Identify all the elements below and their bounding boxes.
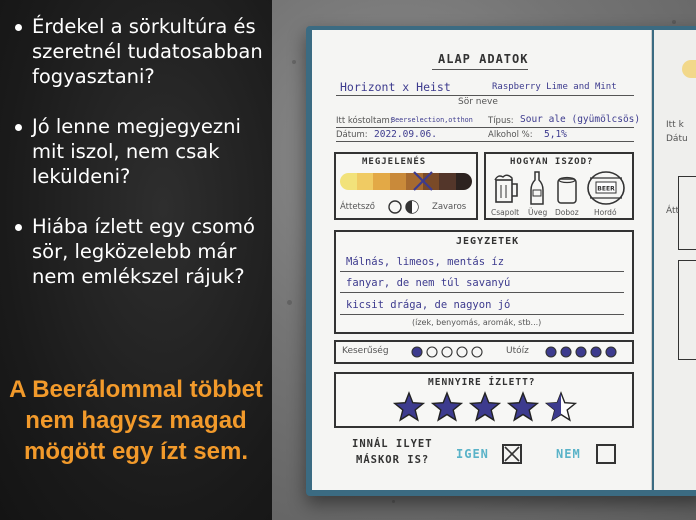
serving-title: HOGYAN ISZOD? [510, 157, 594, 167]
can-icon [556, 176, 578, 206]
tagline: A Beerálommal többet nem hagysz magad mögött egy ízt sem. [9, 376, 263, 465]
bullet-item: Jó lenne megjegyezni mit iszol, nem csak leküldeni? [12, 114, 267, 189]
scale-dot[interactable] [427, 347, 437, 357]
aftertaste-label: Utóíz [506, 346, 529, 356]
hazy-label: Zavaros [432, 202, 467, 212]
alcohol-label: Alkohol %: [488, 130, 533, 140]
color-swatch[interactable] [340, 173, 357, 190]
aftertaste-scale [544, 345, 624, 359]
beer-name-label: Sör neve [458, 97, 498, 107]
date-label: Dátum: [336, 130, 368, 140]
serving-option-bottle: Üveg [528, 208, 548, 217]
color-swatch[interactable] [439, 173, 456, 190]
color-swatch[interactable] [456, 173, 473, 190]
notes-hint: (ízek, benyomás, aromák, stb...) [412, 318, 542, 327]
left-promo-panel [0, 0, 272, 520]
bottle-icon [530, 170, 544, 206]
tasted-at-value: Beerselection,otthon [391, 116, 473, 124]
note-line: fanyar, de nem túl savanyú [346, 277, 511, 289]
scale-dot[interactable] [457, 347, 467, 357]
type-value: Sour ale (gyümölcsös) [520, 114, 641, 125]
appearance-title: MEGJELENÉS [362, 157, 427, 167]
rating-stars [392, 390, 582, 424]
note-line: kicsit drága, de nagyon jó [346, 299, 511, 311]
star-icon[interactable] [509, 393, 538, 420]
serving-option-tap: Csapolt [491, 208, 520, 217]
star-icon[interactable] [395, 393, 424, 420]
serving-option-can: Doboz [555, 208, 579, 217]
notes-title: JEGYZETEK [456, 236, 520, 247]
serving-option-barrel: Hordó [594, 208, 617, 217]
no-checkbox[interactable] [596, 444, 616, 464]
next-page-box [678, 260, 696, 360]
yes-label: IGEN [456, 447, 489, 461]
again-question-line1: INNÁL ILYET [352, 438, 433, 450]
feature-bullet-list [12, 14, 267, 314]
checkmark-x-icon [504, 446, 520, 462]
rating-title: MENNYIRE ÍZLETT? [428, 377, 536, 388]
no-label: NEM [556, 447, 581, 461]
scale-dot[interactable] [412, 347, 422, 357]
section-title: ALAP ADATOK [438, 52, 529, 66]
cross-mark-icon [410, 168, 436, 194]
bitterness-label: Keserűség [342, 346, 389, 356]
next-page-box [678, 176, 696, 250]
bullet-item: Érdekel a sörkultúra és szeretnél tudatosabban fogyasztani? [12, 14, 267, 89]
scale-dot[interactable] [606, 347, 616, 357]
barrel-label: BEER [597, 185, 615, 193]
beer-mug-icon [492, 172, 522, 206]
next-page [654, 30, 696, 490]
barrel-icon [584, 170, 628, 206]
beer-name-sub: Raspberry Lime and Mint [492, 82, 617, 92]
beer-name-main: Horizont x Heist [340, 80, 451, 94]
color-swatch-row [340, 173, 472, 190]
scale-dot[interactable] [576, 347, 586, 357]
bullet-item: Hiába ízlett egy csomó sör, legközelebb már nem emlékszel rájuk? [12, 214, 267, 289]
next-page-label: Itt k [666, 120, 684, 130]
tasted-at-label: Itt kóstoltam: [336, 116, 393, 126]
scale-dot[interactable] [591, 347, 601, 357]
note-line: Málnás, limeos, mentás íz [346, 256, 505, 268]
next-page-label: Dátu [666, 134, 688, 144]
scale-dot[interactable] [561, 347, 571, 357]
color-swatch[interactable] [390, 173, 407, 190]
scale-dot[interactable] [546, 347, 556, 357]
star-icon[interactable] [471, 393, 500, 420]
color-swatch[interactable] [357, 173, 374, 190]
alcohol-value: 5,1% [544, 129, 567, 140]
again-question-line2: MÁSKOR IS? [356, 454, 430, 466]
scale-dot[interactable] [472, 347, 482, 357]
type-label: Típus: [488, 116, 514, 126]
color-swatch[interactable] [373, 173, 390, 190]
date-value: 2022.09.06. [374, 129, 437, 140]
scale-dot[interactable] [442, 347, 452, 357]
next-page-label: Átt [666, 206, 680, 216]
bitterness-scale [410, 345, 490, 359]
star-icon[interactable] [433, 393, 462, 420]
clear-label: Áttetsző [340, 202, 375, 212]
yes-checkbox[interactable] [502, 444, 522, 464]
circle-toggle-icon [388, 199, 420, 215]
